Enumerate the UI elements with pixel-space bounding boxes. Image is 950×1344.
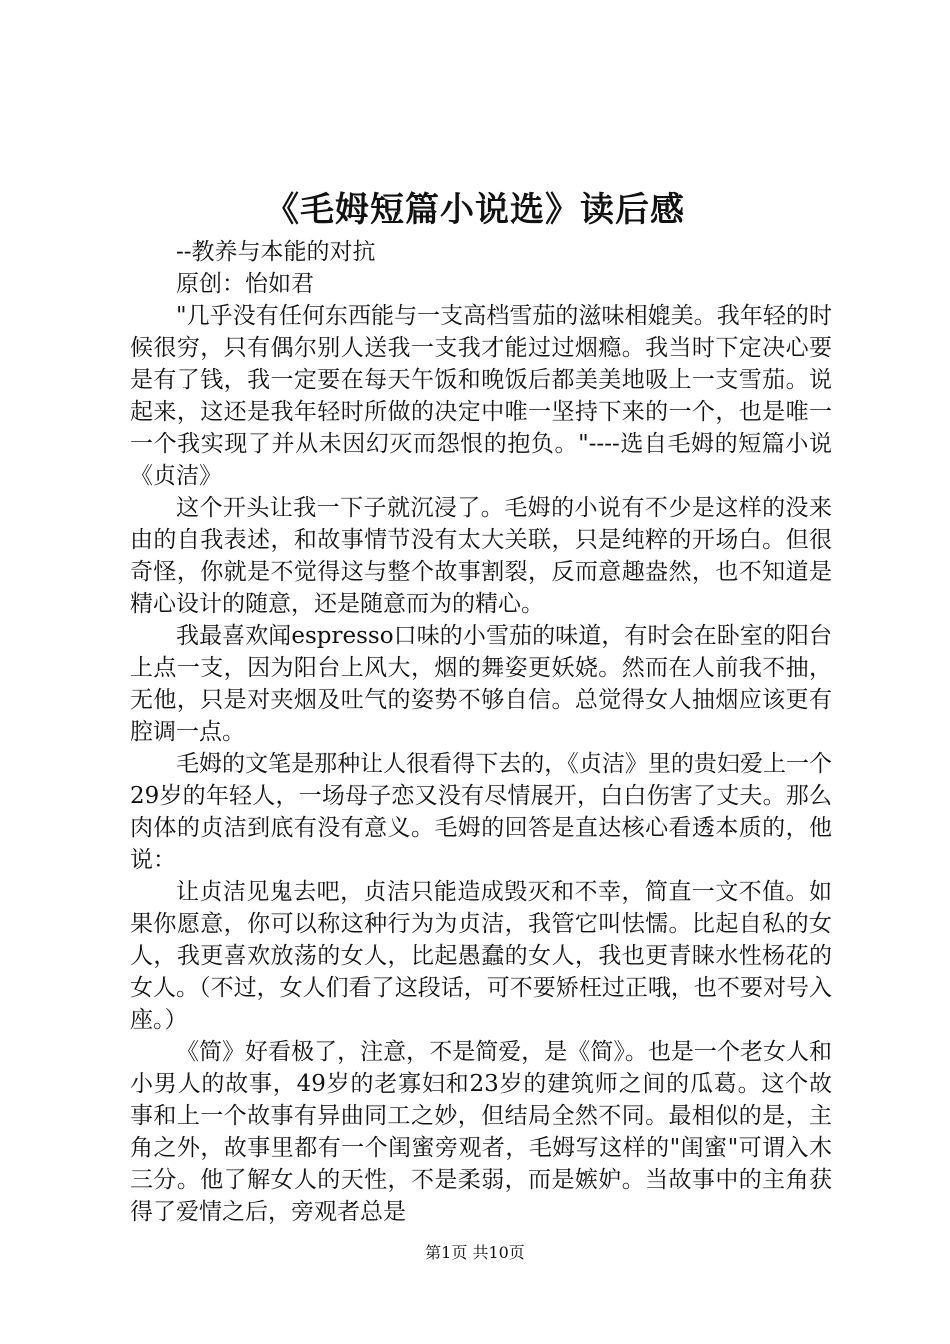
paragraph: 毛姆的文笔是那种让人很看得下去的，《贞洁》里的贵妇爱上一个29岁的年轻人，一场母子恋又没有尽情展开，白白伤害了丈夫。那么肉体的贞洁到底有没有意义。毛姆的回答是直达核心看透本质的，他说： [130,751,832,873]
subtitle-line: --教养与本能的对抗 [176,239,376,265]
paragraph: 让贞洁见鬼去吧，贞洁只能造成毁灭和不幸，简直一文不值。如果你愿意，你可以称这种行为为贞洁，我管它叫怯懦。比起自私的女人，我更喜欢放荡的女人，比起愚蠢的女人，我也更青睐水性杨花的女人。（不过，女人们看了这段话，可不要矫枉过正哦，也不要对号入座。） [130,879,832,1033]
page-footer: 第1页 共10页 [425,1243,525,1262]
document-title: 《毛姆短篇小说选》读后感 [265,190,685,230]
paragraph: "几乎没有任何东西能与一支高档雪茄的滋味相媲美。我年轻的时候很穷，只有偶尔别人送我一支我才能过过烟瘾。我当时下定决心要是有了钱，我一定要在每天午饭和晚饭后都美美地吸上一支雪茄。说起来，这还是我年轻时所做的决定中唯一坚持下来的一个，也是唯一一个我实现了并从未因幻灭而怨恨的抱负。"----选自毛姆的短篇小说《贞洁》 [130,303,832,489]
paragraph: 我最喜欢闻espresso口味的小雪茄的味道，有时会在卧室的阳台上点一支，因为阳台上风大，烟的舞姿更妖娆。然而在人前我不抽，无他，只是对夹烟及吐气的姿势不够自信。总觉得女人抽烟应该更有腔调一点。 [130,623,832,745]
author-line: 原创：怡如君 [176,271,314,297]
paragraph: 这个开头让我一下子就沉浸了。毛姆的小说有不少是这样的没来由的自我表述，和故事情节没有太大关联，只是纯粹的开场白。但很奇怪，你就是不觉得这与整个故事割裂，反而意趣盎然，也不知道是精心设计的随意，还是随意而为的精心。 [130,495,832,617]
document-body [130,236,832,1228]
paragraph: 《简》好看极了，注意，不是简爱，是《简》。也是一个老女人和小男人的故事，49岁的老寡妇和23岁的建筑师之间的瓜葛。这个故事和上一个故事有异曲同工之妙，但结局全然不同。最相似的是，主角之外，故事里都有一个闺蜜旁观者，毛姆写这样的"闺蜜"可谓入木三分。他了解女人的天性，不是柔弱，而是嫉妒。当故事中的主角获得了爱情之后，旁观者总是 [130,1039,832,1225]
